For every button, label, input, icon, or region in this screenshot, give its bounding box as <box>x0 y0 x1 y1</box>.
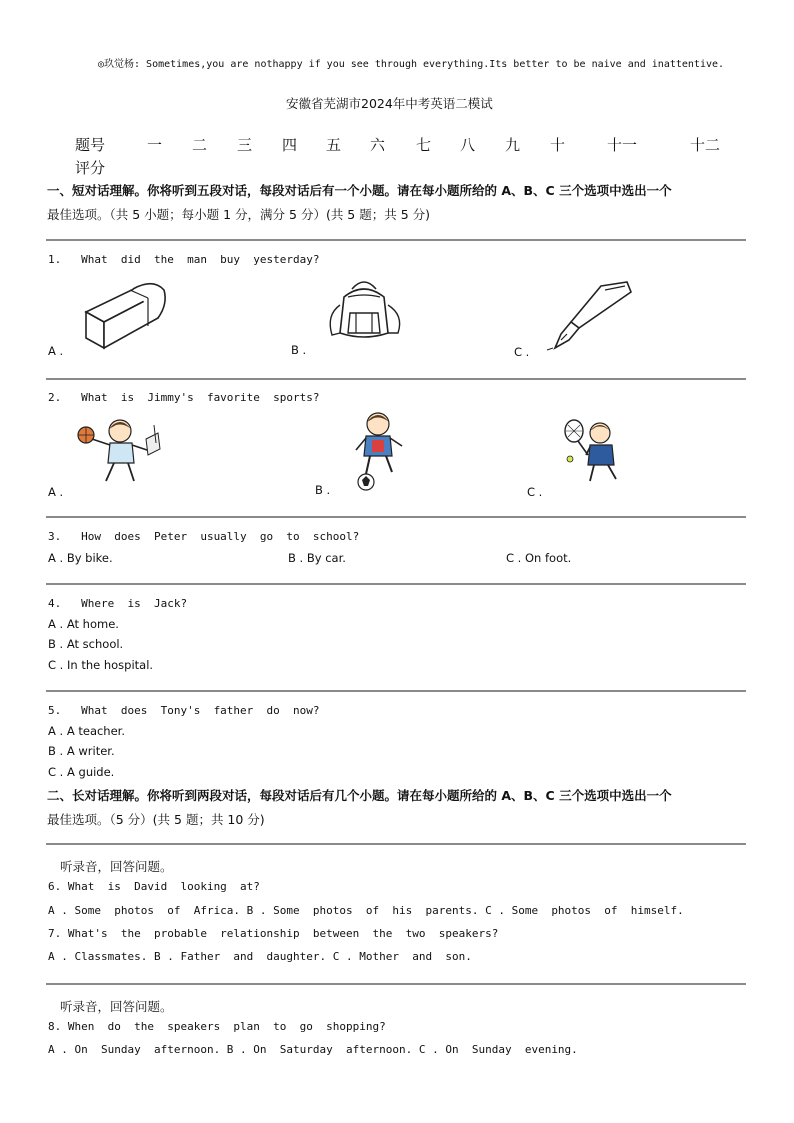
score-col-12: 十二 <box>690 136 721 154</box>
score-col-8: 八 <box>460 136 476 154</box>
score-col-1: 一 <box>147 136 163 154</box>
q3-text: 3. How does Peter usually go to school? <box>48 530 360 543</box>
q2-option-b[interactable]: B . <box>315 483 331 497</box>
page-title: 安徽省芜湖市2024年中考英语二模试 <box>286 96 493 111</box>
group2-instruction: 听录音，回答问题。 <box>60 999 173 1014</box>
score-row-label: 题号 <box>75 136 106 154</box>
score-col-6: 六 <box>370 136 386 154</box>
backpack-image <box>322 275 406 345</box>
q1-text: 1. What did the man buy yesterday? <box>48 253 320 266</box>
divider <box>46 843 746 845</box>
score-col-9: 九 <box>505 136 521 154</box>
q5-option-b[interactable]: B . A writer. <box>48 744 115 758</box>
q5-option-a[interactable]: A . A teacher. <box>48 724 126 738</box>
score-col-3: 三 <box>237 136 253 154</box>
divider <box>46 583 746 585</box>
q4-option-b[interactable]: B . At school. <box>48 637 124 651</box>
score-col-11: 十一 <box>607 136 638 154</box>
divider <box>46 239 746 241</box>
q3-option-b[interactable]: B . By car. <box>288 551 346 565</box>
q1-option-c[interactable]: C . <box>514 345 530 359</box>
q1-option-b[interactable]: B . <box>291 343 307 357</box>
q8-text: 8. When do the speakers plan to go shopping? <box>48 1020 386 1033</box>
section1-heading-line2: 最佳选项。（共 5 小题；每小题 1 分，满分 5 分）(共 5 题；共 5 分) <box>47 207 431 222</box>
pen-image <box>545 278 637 352</box>
divider <box>46 516 746 518</box>
group1-instruction: 听录音，回答问题。 <box>60 859 173 874</box>
header-note: ◎玖觉杨: Sometimes,you are nothappy if you see through everything.Its better to be naive and inattentive. <box>98 59 725 70</box>
eraser-image <box>78 276 170 352</box>
divider <box>46 690 746 692</box>
divider <box>46 378 746 380</box>
score-col-7: 七 <box>416 136 432 154</box>
q6-options[interactable]: A . Some photos of Africa. B . Some photos of his parents. C . Some photos of himself. <box>48 904 684 917</box>
football-boy-image <box>350 410 408 492</box>
score-col-10: 十 <box>550 136 566 154</box>
q5-option-c[interactable]: C . A guide. <box>48 765 115 779</box>
score-label: 评分 <box>75 159 106 177</box>
q3-option-c[interactable]: C . On foot. <box>506 551 572 565</box>
q2-option-c[interactable]: C . <box>527 485 543 499</box>
q5-text: 5. What does Tony's father do now? <box>48 704 320 717</box>
q7-text: 7. What's the probable relationship between the two speakers? <box>48 927 499 940</box>
divider <box>46 983 746 985</box>
basketball-boy-image <box>76 415 166 487</box>
q1-option-a[interactable]: A . <box>48 344 64 358</box>
score-col-5: 五 <box>326 136 342 154</box>
q3-option-a[interactable]: A . By bike. <box>48 551 113 565</box>
q6-text: 6. What is David looking at? <box>48 880 260 893</box>
q2-text: 2. What is Jimmy's favorite sports? <box>48 391 320 404</box>
q4-text: 4. Where is Jack? <box>48 597 188 610</box>
section1-heading-line1: 一、短对话理解。你将听到五段对话，每段对话后有一个小题。请在每小题所给的 A、B、C 三个选项中选出一个 <box>47 183 672 198</box>
q2-option-a[interactable]: A . <box>48 485 64 499</box>
section2-heading-line2: 最佳选项。（5 分）(共 5 题；共 10 分) <box>47 812 265 827</box>
q8-options[interactable]: A . On Sunday afternoon. B . On Saturday afternoon. C . On Sunday evening. <box>48 1043 578 1056</box>
score-col-4: 四 <box>282 136 298 154</box>
q7-options[interactable]: A . Classmates. B . Father and daughter. C . Mother and son. <box>48 950 472 963</box>
q4-option-c[interactable]: C . In the hospital. <box>48 658 154 672</box>
score-col-2: 二 <box>192 136 208 154</box>
section2-heading-line1: 二、长对话理解。你将听到两段对话，每段对话后有几个小题。请在每小题所给的 A、B、C 三个选项中选出一个 <box>47 788 672 803</box>
tennis-boy-image <box>558 415 628 489</box>
q4-option-a[interactable]: A . At home. <box>48 617 119 631</box>
